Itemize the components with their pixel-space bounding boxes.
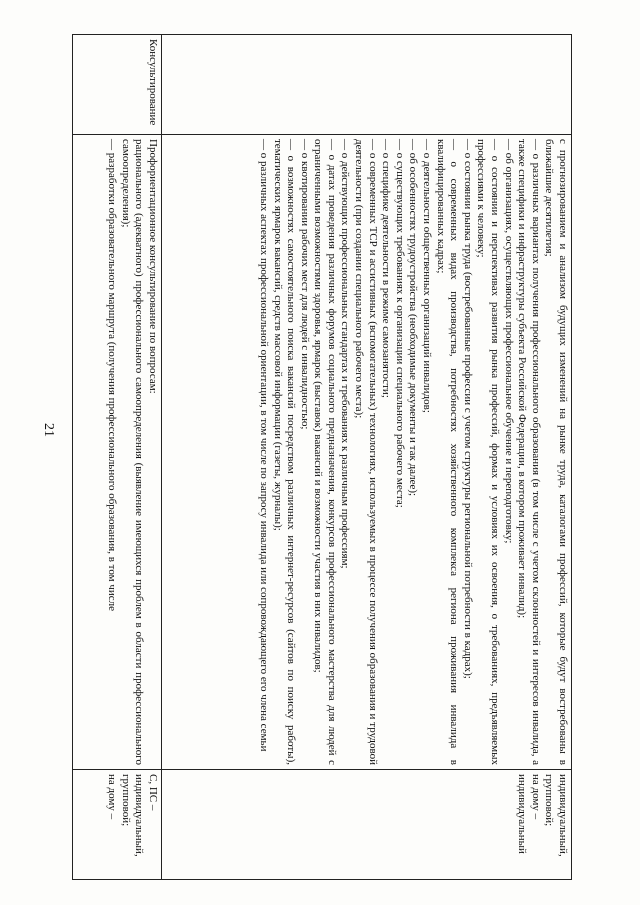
form-line: С, ПС – <box>147 774 159 811</box>
content-paragraph: — о действующих профессиональных стандартах и требованиях к различным профессиям; <box>339 139 352 569</box>
content-paragraph: — о возможностях самостоятельного поиска вакансий посредством различных интернет-ресурсов (сайтов по поиску работы), тематических ярмарок вакансий, средств массовой информации (газеты, журналы); <box>271 139 298 765</box>
table-row <box>73 35 162 880</box>
rotated-table-wrapper <box>72 34 572 879</box>
content-paragraph: — о деятельности общественных организаций инвалидов; <box>421 139 434 413</box>
service-form-cell <box>162 770 572 880</box>
service-content-cell <box>162 135 572 770</box>
form-line: индивидуальный <box>516 774 529 854</box>
content-paragraph: рационального (адекватного) профессионального самоопределения (выявление имеющихся проблем в области профессионального самоопределения); <box>119 139 146 765</box>
form-line: на дому – <box>529 774 542 820</box>
content-paragraph: — о состоянии и перспективах развития рынка профессий, формах и условиях их освоения, о требованиях, предъявляемых профессиями к человеку; <box>475 139 502 765</box>
content-paragraph: — о квотировании рабочих мест для людей с инвалидностью; <box>298 139 311 430</box>
content-paragraph: — о современных ТСР и ассистивных (вспомогательных) технологиях, используемых в процессе получения образования и трудовой деятельности (при создании специального рабочего места); <box>353 139 379 765</box>
form-line: индивидуальный, <box>557 774 569 857</box>
service-name-cell <box>162 35 572 135</box>
content-paragraph: — о датах проведения различных форумов социального предназначения, конкурсов профессионального мастерства для людей с ограниченными возможностями здоровья, ярмарок (выставок) вакансий и возможности участия в них инвалидов; <box>312 139 338 765</box>
content-paragraph: — о состоянии рынка труда (востребованные профессии с учетом структуры региональной потребности в кадрах); <box>461 139 474 679</box>
content-paragraph: с прогнозированием и анализом будущих изменений на рынке труда, каталогами профессий, которые будут востребованы в ближайшие десятилетия; <box>543 139 569 765</box>
table-row <box>162 35 572 880</box>
page-number: 21 <box>41 423 56 437</box>
content-paragraph: Профориентационное консультирование по вопросам: <box>147 139 159 394</box>
content-paragraph: — о специфике деятельности в режиме самозанятости; <box>380 139 393 398</box>
service-name-cell: Консультирование <box>73 35 162 135</box>
content-paragraph: — о существующих требованиях к организации специального рабочего места; <box>393 139 406 508</box>
content-paragraph: — о различных вариантах получения профессионального образования (в том числе с учетом склонностей и интересов инвалида, а также специфики и инфраструктуры субъекта Российской Федерации, в котором проживает инвалид); <box>516 139 542 765</box>
content-paragraph: — о различных аспектах профессиональной ориентации, в том числе по запросу инвалида или сопровождающего его члена семьи <box>257 139 270 752</box>
form-line: индивидуальный, <box>133 774 146 857</box>
content-paragraph: — разработки образовательного маршрута (получения профессионального образования, в том числе <box>106 139 119 612</box>
content-paragraph: — о современных видах производства, потребностях хозяйственного комплекса региона проживания инвалида в квалифицированных кадрах; <box>434 139 461 765</box>
form-line: на дому – <box>106 774 119 820</box>
service-form-cell <box>73 770 162 880</box>
content-paragraph: — об особенностях трудоустройства (необходимые документы и так далее); <box>407 139 420 497</box>
services-table <box>72 34 572 880</box>
form-line: групповой; <box>119 774 132 827</box>
content-paragraph: — об организациях, осуществляющих профессиональное обучение и переподготовку; <box>502 139 515 544</box>
form-line: групповой; <box>543 774 556 827</box>
service-content-cell <box>73 135 162 770</box>
